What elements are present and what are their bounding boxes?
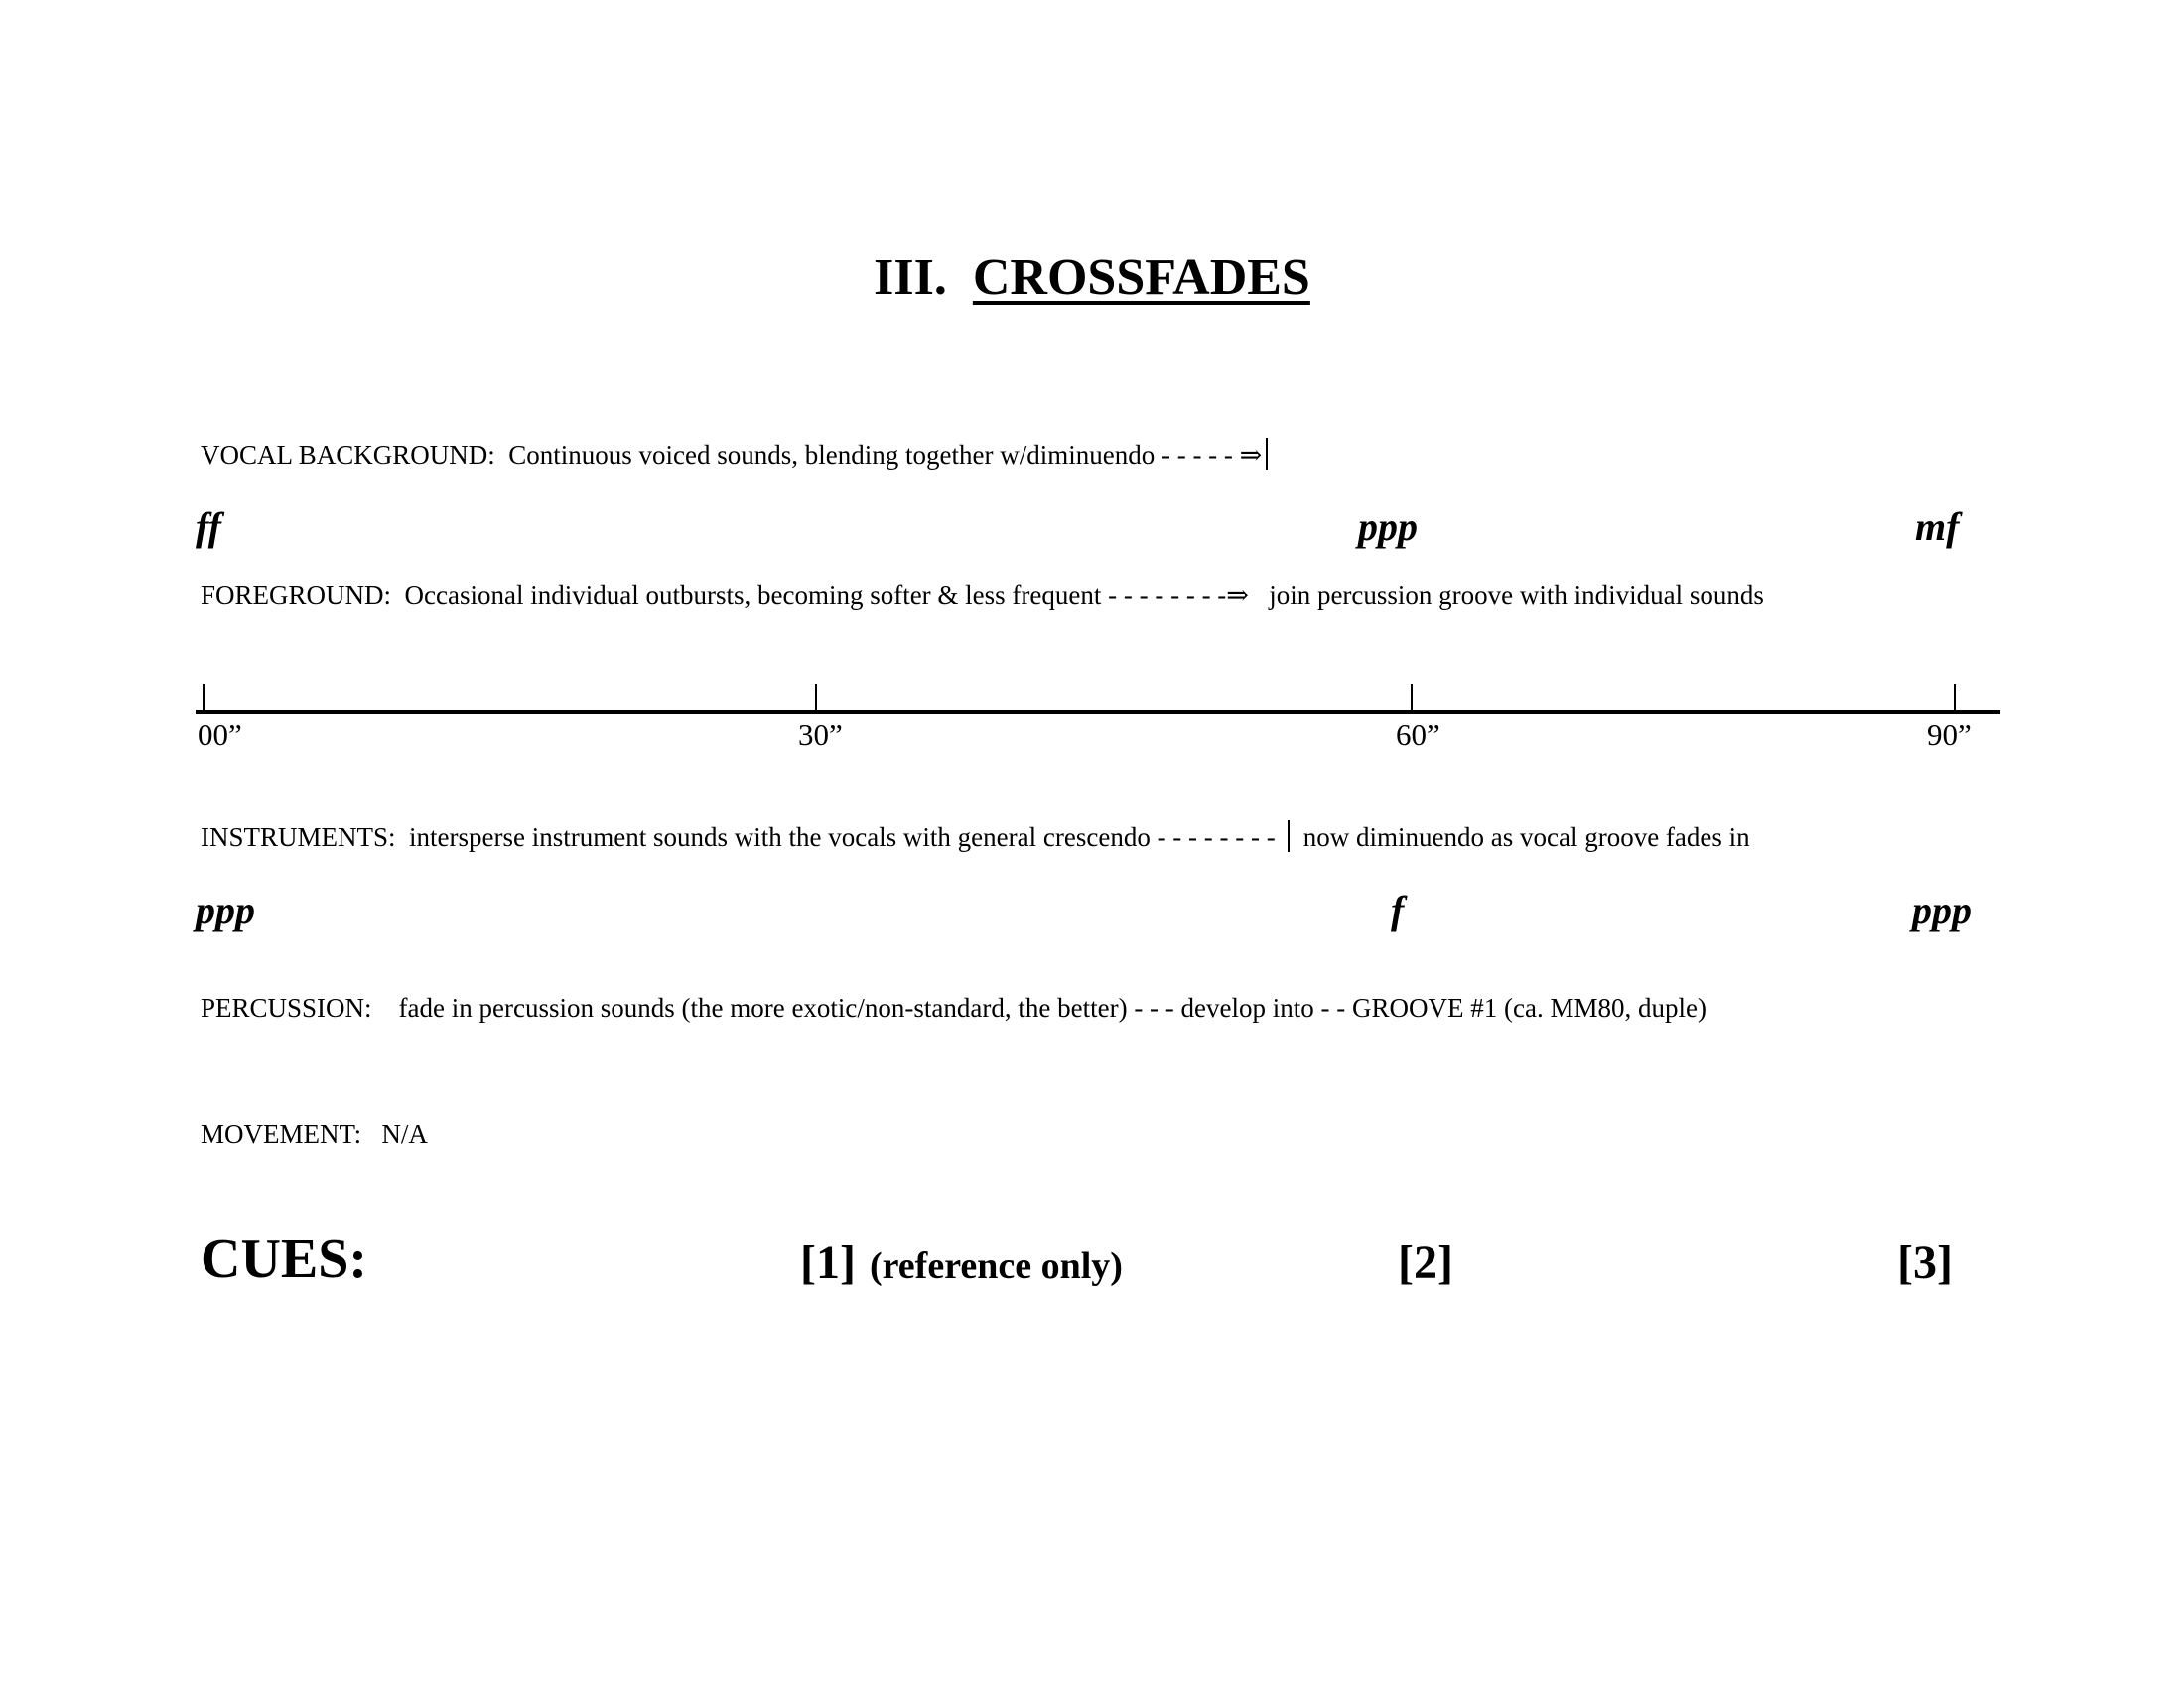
foreground-label: FOREGROUND: <box>201 580 392 610</box>
tick-30 <box>815 684 817 710</box>
vocal-background-label: VOCAL BACKGROUND: <box>201 440 495 470</box>
dynamic-ppp-end: ppp <box>1912 888 1972 932</box>
tick-label-60: 60” <box>1396 717 1440 752</box>
section-number: III. <box>874 249 947 306</box>
tick-label-00: 00” <box>198 717 242 752</box>
tick-00 <box>203 684 205 710</box>
cue-1 <box>800 1235 1123 1290</box>
tick-90 <box>1954 684 1956 710</box>
end-bar <box>1266 438 1268 470</box>
instruments-label: INSTRUMENTS: <box>201 822 396 852</box>
percussion-line <box>201 993 1706 1024</box>
cue-1-number: [1] <box>800 1236 856 1289</box>
foreground-continuation: join percussion groove with individual sounds <box>1269 580 1764 610</box>
cues-label: CUES: <box>201 1228 368 1290</box>
dynamic-ff: ff <box>196 504 221 549</box>
movement-value: N/A <box>381 1119 428 1149</box>
timeline-axis <box>196 710 2000 714</box>
cue-1-note: (reference only) <box>869 1245 1123 1287</box>
cue-2: [2] <box>1398 1236 1453 1289</box>
tick-label-90: 90” <box>1927 717 1972 752</box>
vocal-background-text: Continuous voiced sounds, blending together w/diminuendo - - - - - ⇒ <box>508 440 1263 470</box>
cue-3: [3] <box>1897 1236 1953 1289</box>
instruments-text: intersperse instrument sounds with the vocals with general crescendo - - - - - - - - <box>409 822 1276 852</box>
dynamic-f: f <box>1391 888 1405 932</box>
instruments-line <box>201 820 1750 853</box>
dynamic-ppp-top: ppp <box>1358 504 1418 549</box>
tick-label-30: 30” <box>798 717 843 752</box>
divider-bar <box>1288 820 1290 852</box>
percussion-text: fade in percussion sounds (the more exotic/non-standard, the better) - - - develop into - - GROOVE #1 (ca. MM80, duple) <box>398 993 1706 1023</box>
vocal-background-line <box>201 438 1268 471</box>
section-name: CROSSFADES <box>972 249 1310 306</box>
page-title <box>0 248 2184 307</box>
foreground-line <box>201 580 1764 611</box>
percussion-label: PERCUSSION: <box>201 993 372 1023</box>
dynamic-ppp-start: ppp <box>196 888 255 932</box>
tick-60 <box>1411 684 1413 710</box>
dynamic-mf: mf <box>1915 504 1960 549</box>
movement-label: MOVEMENT: <box>201 1119 362 1149</box>
instruments-continuation: now diminuendo as vocal groove fades in <box>1302 822 1750 852</box>
movement-line <box>201 1119 428 1150</box>
foreground-text: Occasional individual outbursts, becoming softer & less frequent - - - - - - - -⇒ <box>404 580 1249 610</box>
